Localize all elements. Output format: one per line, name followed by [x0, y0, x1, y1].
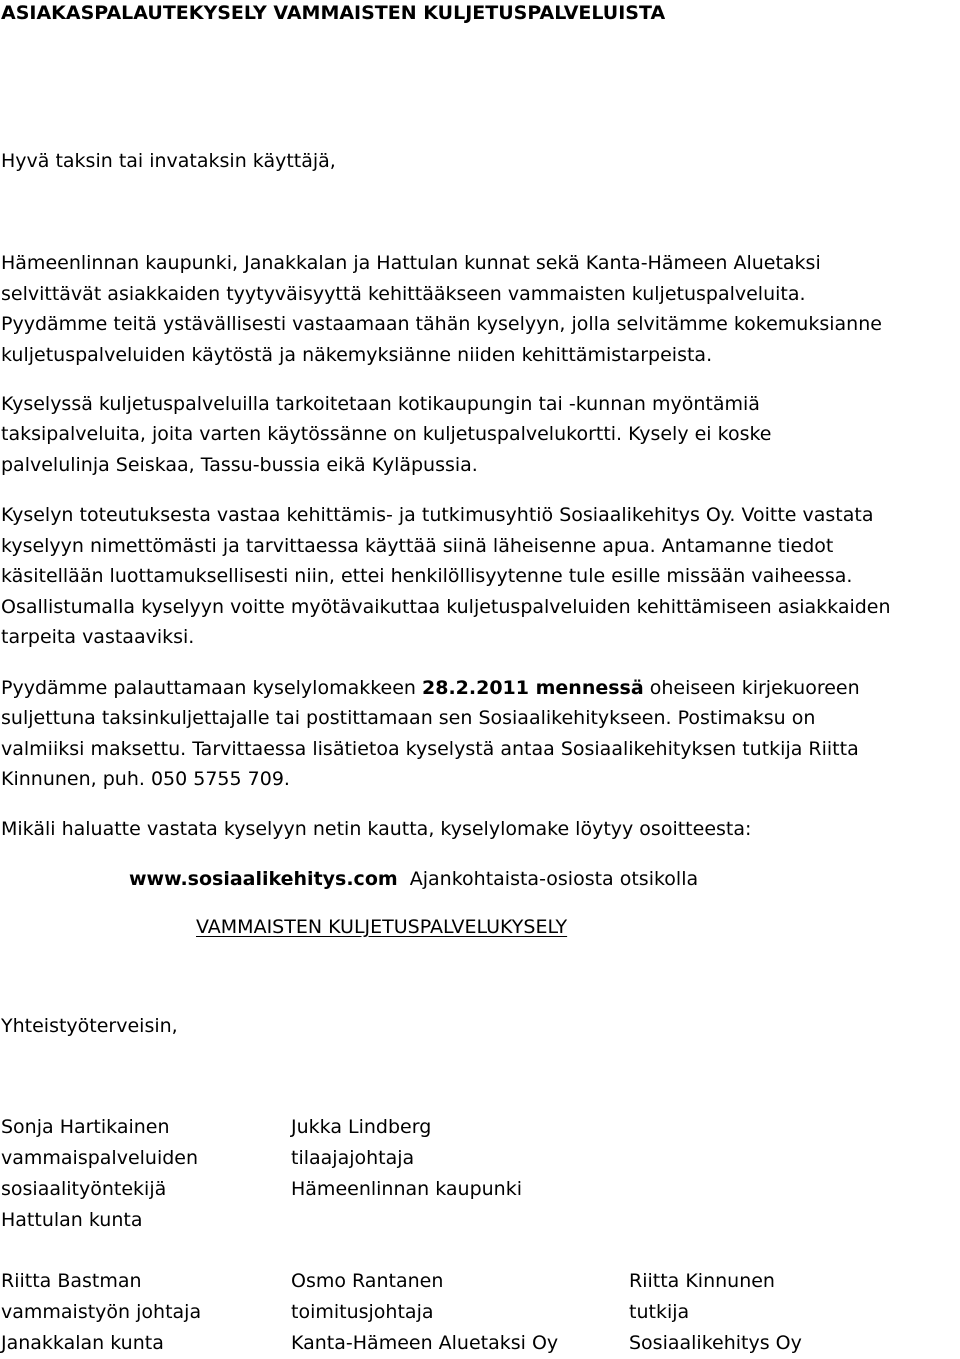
paragraph-4-line: suljettuna taksinkuljettajalle tai postittamaan sen Sosiaalikehitykseen. Postimaksu on — [1, 707, 816, 729]
signature-block — [291, 1266, 558, 1359]
paragraph-2-line: Kyselyssä kuljetuspalveluilla tarkoitetaan kotikaupungin tai -kunnan myöntämiä — [1, 393, 760, 415]
paragraph-3-line: Kyselyn toteutuksesta vastaa kehittämis- ja tutkimusyhtiö Sosiaalikehitys Oy. Voitte vastata — [1, 504, 874, 526]
deadline-date: 28.2.2011 mennessä — [422, 677, 644, 699]
signatory-title: sosiaalityöntekijä — [1, 1178, 167, 1200]
signatory-name: Osmo Rantanen — [291, 1270, 444, 1292]
paragraph-3-line: tarpeita vastaaviksi. — [1, 626, 195, 648]
signatory-title: tilaajajohtaja — [291, 1147, 415, 1169]
paragraph-4-line — [1, 675, 860, 701]
paragraph-3-line: käsitellään luottamuksellisesti niin, ettei henkilöllisyytenne tule esille missään vaiheessa. — [1, 565, 853, 587]
signatory-organization: Hattulan kunta — [1, 1209, 143, 1231]
signatory-name: Riitta Kinnunen — [629, 1270, 775, 1292]
paragraph-3-line: kyselyyn nimettömästi ja tarvittaessa käyttää siinä läheisenne apua. Antamanne tiedot — [1, 535, 834, 557]
website-note: Ajankohtaista-osiosta otsikolla — [397, 868, 699, 890]
signatory-organization: Hämeenlinnan kaupunki — [291, 1178, 523, 1200]
signatory-title: vammaispalveluiden — [1, 1147, 199, 1169]
web-address-line — [129, 866, 698, 892]
paragraph-4-line: valmiiksi maksettu. Tarvittaessa lisätietoa kyselystä antaa Sosiaalikehityksen tutkija Riitta — [1, 738, 859, 760]
signatory-title: toimitusjohtaja — [291, 1301, 434, 1323]
signatory-organization: Kanta-Hämeen Aluetaksi Oy — [291, 1332, 559, 1354]
signature-block — [291, 1112, 522, 1205]
paragraph-5-line: Mikäli haluatte vastata kyselyyn netin kautta, kyselylomake löytyy osoitteesta: — [1, 818, 752, 840]
paragraph-3-line: Osallistumalla kyselyyn voitte myötävaikuttaa kuljetuspalveluiden kehittämiseen asiakkaiden — [1, 596, 891, 618]
paragraph-1-line: Pyydämme teitä ystävällisesti vastaamaan tähän kyselyyn, jolla selvitämme kokemuksianne — [1, 313, 882, 335]
signature-block — [1, 1112, 198, 1236]
signatory-title: vammaistyön johtaja — [1, 1301, 202, 1323]
signature-block — [629, 1266, 802, 1359]
signature-block — [1, 1266, 201, 1359]
signatory-organization: Janakkalan kunta — [1, 1332, 164, 1354]
paragraph-1-line: kuljetuspalveluiden käytöstä ja näkemyksiänne niiden kehittämistarpeista. — [1, 344, 713, 366]
greeting: Hyvä taksin tai invataksin käyttäjä, — [1, 150, 336, 172]
paragraph-2-line: taksipalveluita, joita varten käytössänne on kuljetuspalvelukortti. Kysely ei koske — [1, 423, 772, 445]
closing: Yhteistyöterveisin, — [1, 1015, 178, 1037]
paragraph-4-line: Kinnunen, puh. 050 5755 709. — [1, 768, 290, 790]
paragraph-1-line: selvittävät asiakkaiden tyytyväisyyttä kehittääkseen vammaisten kuljetuspalveluita. — [1, 283, 806, 305]
signatory-name: Jukka Lindberg — [291, 1116, 432, 1138]
document-title: ASIAKASPALAUTEKYSELY VAMMAISTEN KULJETUSPALVELUISTA — [1, 2, 666, 24]
return-instruction: Pyydämme palauttamaan kyselylomakkeen — [1, 677, 423, 699]
signatory-name: Sonja Hartikainen — [1, 1116, 170, 1138]
paragraph-1-line: Hämeenlinnan kaupunki, Janakkalan ja Hattulan kunnat sekä Kanta-Hämeen Aluetaksi — [1, 252, 821, 274]
signatory-title: tutkija — [629, 1301, 690, 1323]
survey-name-heading: VAMMAISTEN KULJETUSPALVELUKYSELY — [196, 916, 568, 938]
signatory-organization: Sosiaalikehitys Oy — [629, 1332, 802, 1354]
paragraph-2-line: palvelulinja Seiskaa, Tassu-bussia eikä Kyläpussia. — [1, 454, 478, 476]
return-instruction-cont: oheiseen kirjekuoreen — [643, 677, 860, 699]
website-link[interactable]: www.sosiaalikehitys.com — [129, 868, 398, 890]
signatory-name: Riitta Bastman — [1, 1270, 142, 1292]
